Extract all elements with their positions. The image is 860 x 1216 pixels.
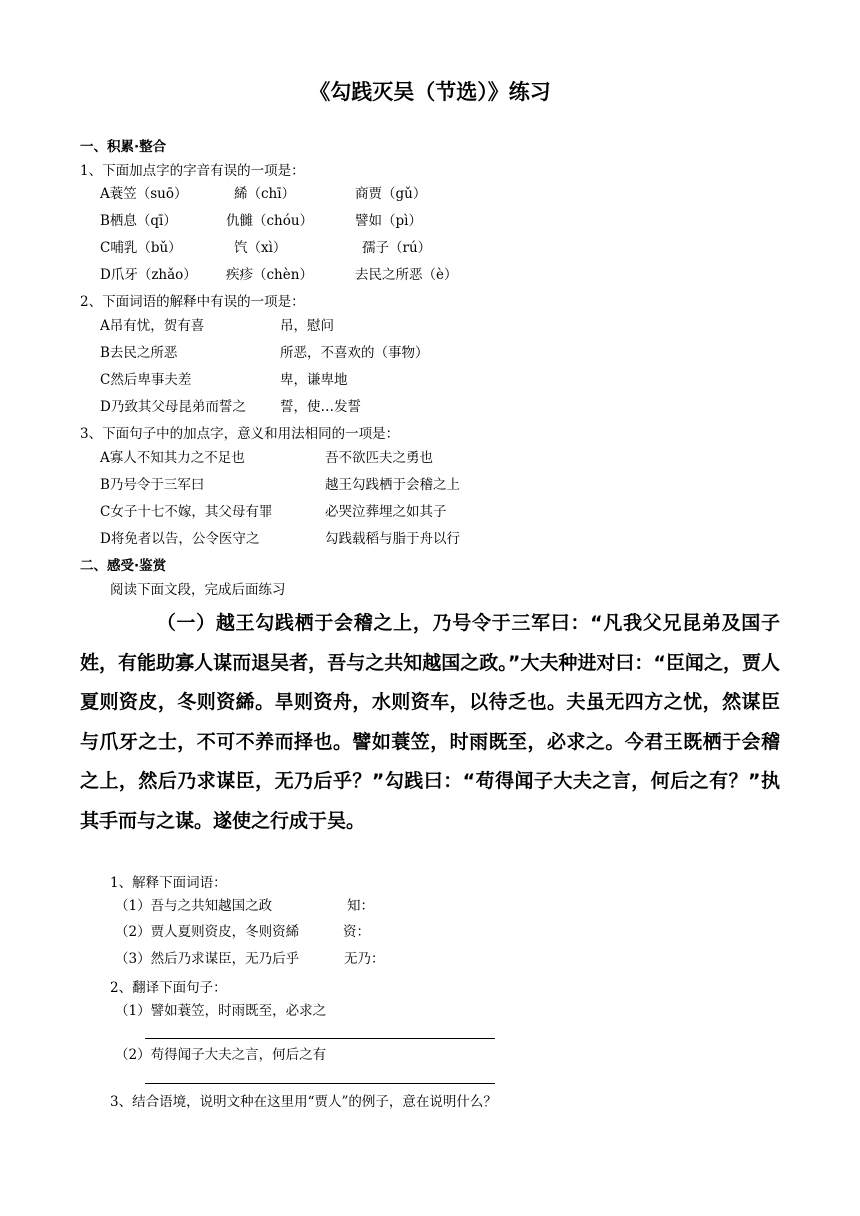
q3-option-b2: 越王勾践栖于会稽之上 xyxy=(325,477,460,493)
q2-option-c-term: C然后卑事夫差 xyxy=(100,372,192,388)
ex3-stem: 3、结合语境，说明文种在这里用“贾人”的例子，意在说明什么？ xyxy=(110,1094,497,1110)
q3-option-b1: B乃号令于三军曰 xyxy=(100,477,205,493)
q3-option-d2: 勾践载稻与脂于舟以行 xyxy=(325,531,460,547)
q3-option-a2: 吾不欲匹夫之勇也 xyxy=(325,450,433,466)
ex2-stem: 2、翻译下面句子： xyxy=(110,980,227,996)
ex1-item1-answer-label: 知： xyxy=(347,898,374,914)
ex2-item2: （2）苟得闻子大夫之言，何后之有 xyxy=(115,1047,327,1063)
q3-option-d1: D将免者以告，公令医守之 xyxy=(100,531,260,547)
answer-line-1[interactable] xyxy=(145,1038,495,1039)
page-title: 《勾践灭吴（节选）》练习 xyxy=(309,80,551,104)
q2-option-a-gloss: 吊，慰问 xyxy=(280,318,334,334)
q1-option-d2: 疾疹（chèn） xyxy=(226,267,313,283)
q3-option-c2: 必哭泣葬埋之如其子 xyxy=(325,504,447,520)
q1-option-d3: 去民之所恶（è） xyxy=(355,267,458,283)
reading-instruction: 阅读下面文段，完成后面练习 xyxy=(110,582,286,598)
q2-option-d-term: D乃致其父母昆弟而誓之 xyxy=(100,399,246,415)
passage-text: （一）越王勾践栖于会稽之上，乃号令于三军曰：“凡我父兄昆弟及国子姓，有能助寡人谋而退吴者，吾与之共知越国之政。”大夫种进对曰：“臣闻之，贾人夏则资皮，冬则资絺。旱则资舟，水则资车，以待乏也。夫虽无四方之忧，然谋臣与爪牙之士，不可不养而择也。譬如蓑笠，时雨既至，必求之。今君王既栖于会稽之上，然后乃求谋臣，无乃后乎？”勾践曰：“苟得闻子大夫之言，何后之有？”执其手而与之谋。遂使之行成于吴。 xyxy=(80,612,780,832)
ex1-item3-answer-label: 无乃： xyxy=(344,951,385,967)
q1-option-c2: 饩（xì） xyxy=(234,240,287,256)
q3-option-a1: A寡人不知其力之不足也 xyxy=(100,450,245,466)
q2-option-a-term: A吊有忧，贺有喜 xyxy=(100,318,205,334)
q1-option-a3: 商贾（gǔ） xyxy=(355,186,427,202)
q2-option-b-gloss: 所恶，不喜欢的（事物） xyxy=(280,345,429,361)
q1-option-b3: 譬如（pì） xyxy=(355,213,422,229)
q1-option-c3: 孺子（rú） xyxy=(362,240,432,256)
q1-option-a2: 絺（chī） xyxy=(234,186,296,202)
ex1-item1: （1）吾与之共知越国之政 xyxy=(115,898,273,914)
q3-option-c1: C女子十七不嫁，其父母有罪 xyxy=(100,504,273,520)
q1-option-c1: C哺乳（bǔ） xyxy=(100,240,182,256)
reading-passage xyxy=(80,604,780,841)
answer-line-2[interactable] xyxy=(145,1083,495,1084)
q2-stem: 2、下面词语的解释中有误的一项是： xyxy=(80,294,305,310)
q3-stem: 3、下面句子中的加点字，意义和用法相同的一项是： xyxy=(80,426,400,442)
q1-option-d1: D爪牙（zhǎo） xyxy=(100,267,197,283)
q2-option-c-gloss: 卑，谦卑地 xyxy=(280,372,348,388)
q1-option-b2: 仇雠（chóu） xyxy=(226,213,314,229)
section1-heading: 一、积累·整合 xyxy=(80,139,167,155)
section2-heading: 二、感受·鉴赏 xyxy=(80,558,167,574)
q1-option-a1: A蓑笠（suō） xyxy=(100,186,188,202)
q1-stem: 1、下面加点字的字音有误的一项是： xyxy=(80,163,305,179)
ex1-item2-answer-label: 资： xyxy=(343,924,370,940)
ex1-stem: 1、解释下面词语： xyxy=(110,875,227,891)
ex1-item3: （3）然后乃求谋臣，无乃后乎 xyxy=(115,951,300,967)
q1-option-b1: B栖息（qī） xyxy=(100,213,177,229)
q2-option-d-gloss: 誓，使…发誓 xyxy=(280,399,361,415)
ex1-item2: （2）贾人夏则资皮，冬则资絺 xyxy=(115,924,300,940)
q2-option-b-term: B去民之所恶 xyxy=(100,345,178,361)
ex2-item1: （1）譬如蓑笠，时雨既至，必求之 xyxy=(115,1003,327,1019)
